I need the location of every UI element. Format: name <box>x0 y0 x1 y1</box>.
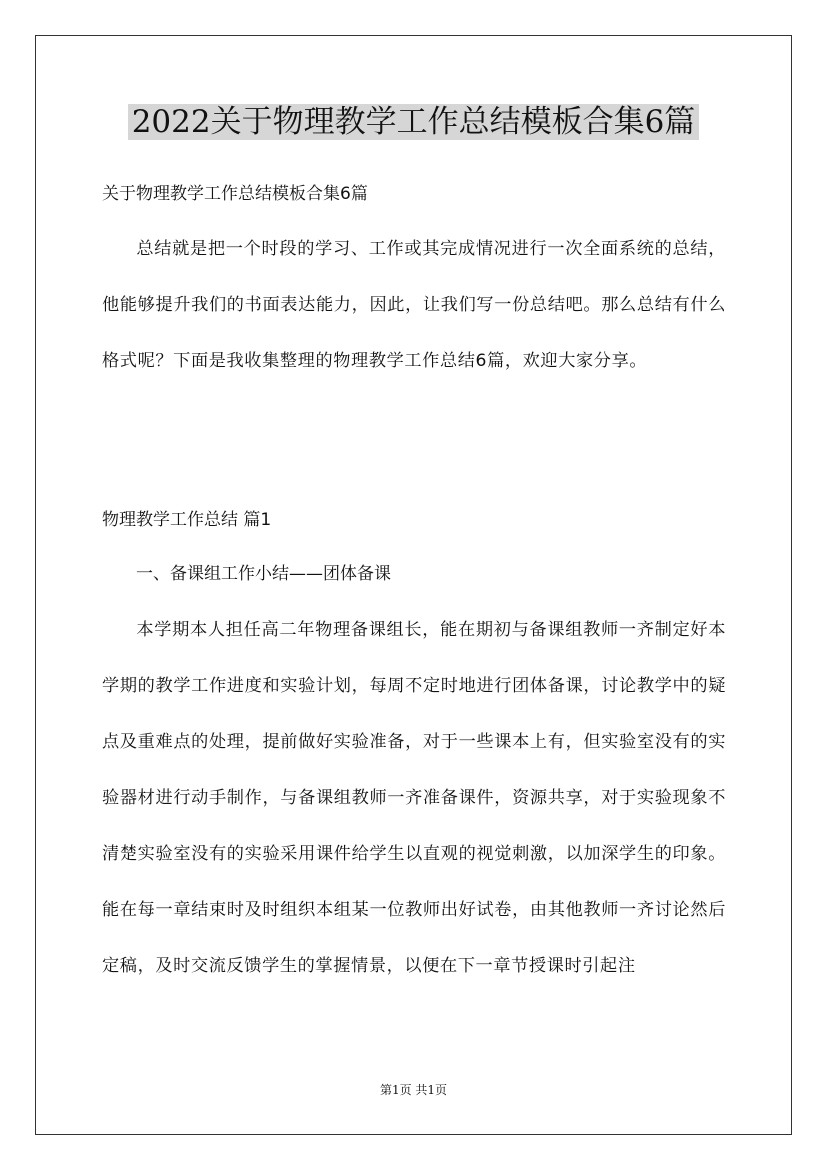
document-title-text: 2022关于物理教学工作总结模板合集6篇 <box>128 104 700 140</box>
page-footer: 第1页 共1页 <box>379 1083 448 1097</box>
document-subtitle: 关于物理教学工作总结模板合集6篇 <box>102 184 368 204</box>
intro-paragraph: 总结就是把一个时段的学习、工作或其完成情况进行一次全面系统的总结，他能够提升我们的书面表达能力，因此，让我们写一份总结吧。那么总结有什么格式呢？下面是我收集整理的物理教学工作总结6篇，欢迎大家分享。 <box>102 239 726 371</box>
document-title <box>0 100 827 144</box>
subheading: 一、备课组工作小结——团体备课 <box>136 564 391 584</box>
section-heading: 物理教学工作总结 篇1 <box>102 510 272 530</box>
body-paragraph: 本学期本人担任高二年物理备课组长，能在期初与备课组教师一齐制定好本学期的教学工作进度和实验计划，每周不定时地进行团体备课，讨论教学中的疑点及重难点的处理，提前做好实验准备，对于一些课本上有，但实验室没有的实验器材进行动手制作，与备课组教师一齐准备课件，资源共享，对于实验现象不清楚实验室没有的实验采用课件给学生以直观的视觉刺激，以加深学生的印象。能在每一章结束时及时组织本组某一位教师出好试卷，由其他教师一齐讨论然后定稿，及时交流反馈学生的掌握情景，以便在下一章节授课时引起注 <box>102 620 726 976</box>
